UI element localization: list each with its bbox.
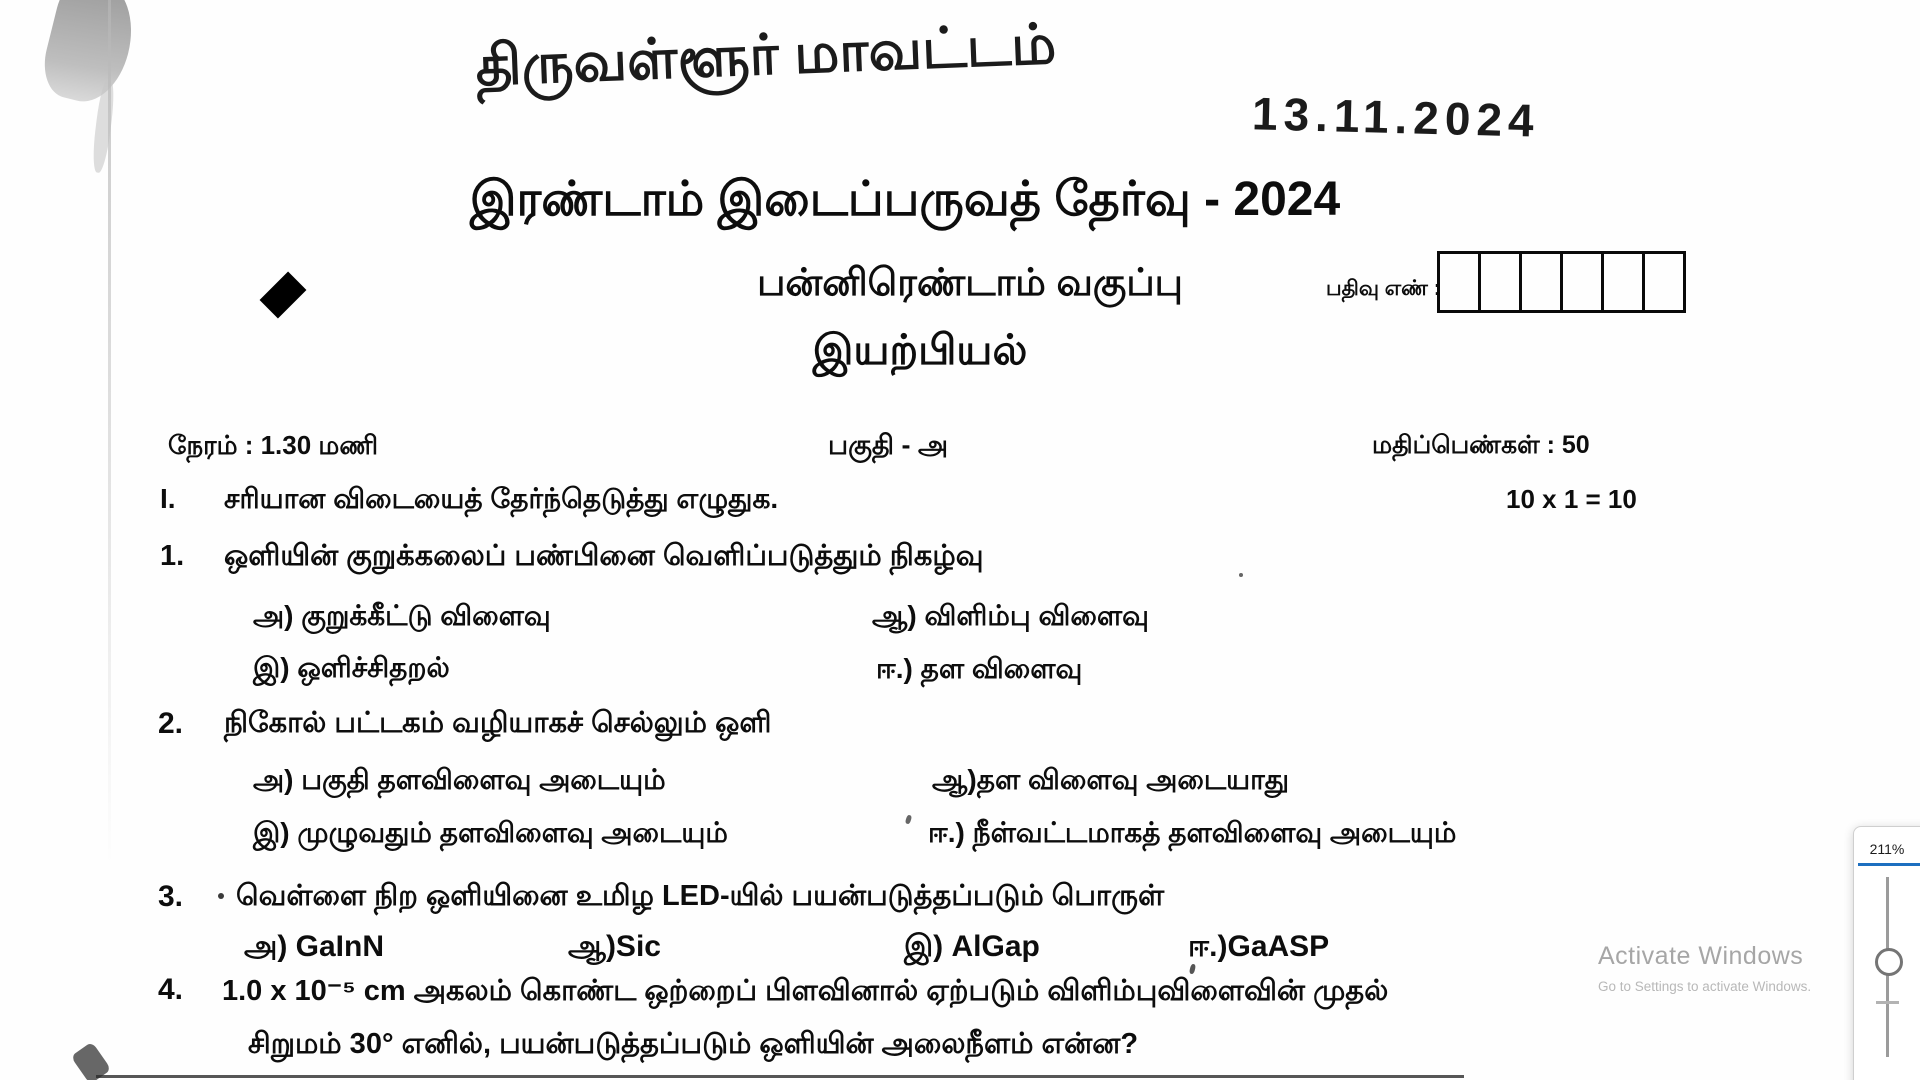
part-label: பகுதி - அ	[828, 430, 949, 460]
option: ஆ) விளிம்பு விளைவு	[872, 600, 1149, 631]
question-text: ஒளியின் குறுக்கலைப் பண்பினை வெளிப்படுத்தும் நிகழ்வு	[224, 540, 984, 572]
total-marks: மதிப்பெண்கள் : 50	[1372, 431, 1590, 459]
section-numeral: I.	[160, 483, 176, 514]
zoom-level-underline	[1858, 863, 1920, 866]
diamond-mark-icon	[260, 272, 307, 319]
register-number-boxes	[1437, 251, 1686, 313]
option: அ) குறுக்கீட்டு விளைவு	[253, 600, 551, 631]
scan-speck	[905, 814, 913, 824]
register-box	[1437, 251, 1481, 313]
activate-windows-watermark: Activate Windows	[1598, 942, 1804, 970]
time-allowed: நேரம் : 1.30 மணி	[168, 430, 379, 460]
register-box	[1519, 251, 1563, 313]
subject-title: இயற்பியல்	[812, 326, 1028, 373]
question-number: 4.	[158, 973, 184, 1006]
section-instruction: சரியான விடையைத் தேர்ந்தெடுத்து எழுதுக.	[224, 483, 779, 514]
class-title: பன்னிரெண்டாம் வகுப்பு	[757, 262, 1183, 304]
scan-corner-shadow	[36, 0, 143, 110]
register-box	[1642, 251, 1686, 313]
option: இ) ஒளிச்சிதறல்	[253, 652, 450, 683]
scan-speck	[218, 893, 224, 899]
question-number: 3.	[158, 880, 184, 913]
handwritten-district-title: திருவள்ளூர் மாவட்டம்	[474, 11, 1058, 98]
zoom-slider-default-tick	[1876, 1001, 1899, 1004]
zoom-slider-handle[interactable]	[1875, 948, 1903, 976]
register-number-label: பதிவு எண் :	[1326, 277, 1441, 300]
register-box	[1560, 251, 1604, 313]
register-box	[1478, 251, 1522, 313]
scan-edge-line	[108, 0, 111, 868]
zoom-level-value: 211%	[1869, 841, 1905, 857]
question-text-line: 1.0 x 10⁻⁵ cm அகலம் கொண்ட ஒற்றைப் பிளவினால் ஏற்படும் விளிம்புவிளைவின் முதல்	[222, 975, 1389, 1007]
option: ஈ.)GaASP	[1188, 930, 1330, 963]
question-text: வெள்ளை நிற ஒளியினை உமிழ LED-யில் பயன்படுத்தப்படும் பொருள்	[236, 880, 1165, 912]
scan-speck	[1239, 573, 1243, 577]
section-marks-scheme: 10 x 1 = 10	[1506, 484, 1637, 514]
question-text-line: சிறுமம் 30° எனில், பயன்படுத்தப்படும் ஒளியின் அலைநீளம் என்ன?	[248, 1028, 1139, 1060]
option: ஈ.) தள விளைவு	[876, 653, 1083, 684]
activate-windows-watermark-subtext: Go to Settings to activate Windows.	[1598, 979, 1812, 994]
option: ஆ)தள விளைவு அடையாது	[932, 764, 1290, 795]
option: இ) முழுவதும் தளவிளைவு அடையும்	[253, 817, 728, 848]
option: ஆ)Sic	[568, 930, 661, 963]
question-number: 2.	[158, 707, 184, 740]
option: இ) AlGap	[904, 930, 1040, 963]
question-number: 1.	[160, 540, 185, 572]
register-box	[1601, 251, 1645, 313]
option: அ) GaInN	[244, 930, 385, 963]
option: ஈ.) நீள்வட்டமாகத் தளவிளைவு அடையும்	[928, 817, 1457, 848]
handwritten-date: 13.11.2024	[1251, 87, 1541, 147]
exam-title: இரண்டாம் இடைப்பருவத் தேர்வு - 2024	[469, 173, 1341, 226]
scan-bottom-edge	[96, 1075, 1464, 1078]
option: அ) பகுதி தளவிளைவு அடையும்	[253, 764, 666, 795]
question-text: நிகோல் பட்டகம் வழியாகச் செல்லும் ஒளி	[224, 707, 772, 739]
